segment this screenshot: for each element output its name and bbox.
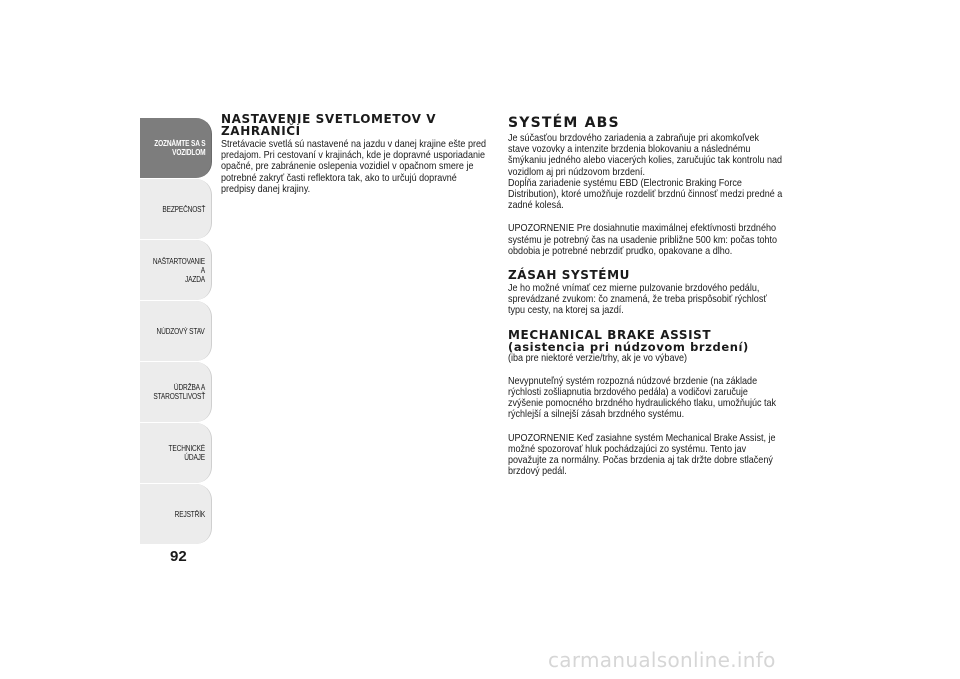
tab-bezpecnost[interactable]: BEZPEČNOSŤ — [140, 179, 212, 239]
left-column — [221, 113, 489, 195]
brake-assist-heading: MECHANICAL BRAKE ASSIST — [508, 327, 712, 342]
tab-nudzovy-stav[interactable]: NÚDZOVÝ STAV — [140, 301, 212, 361]
right-column — [508, 113, 783, 477]
tab-technicke-udaje[interactable]: TECHNICKÉ ÚDAJE — [140, 423, 212, 483]
tab-udrzba-a-starostlivost[interactable]: ÚDRŽBA A STAROSTLIVOSŤ — [140, 362, 212, 422]
headlight-adjustment-heading: NASTAVENIE SVETLOMETOV V ZAHRANIČÍ — [221, 112, 437, 138]
abs-warning: UPOZORNENIE Pre dosiahnutie maximálnej efektívnosti brzdného systému je potrebný čas na usadenie približne 500 km: počas tohto obdobia je potrebné nebrzdiť prudko, opakovane a dlho. — [508, 222, 778, 257]
abs-heading: SYSTÉM ABS — [508, 115, 620, 131]
tab-zoznamte-sa-s-vozidlom[interactable]: ZOZNÁMTE SA S VOZIDLOM — [140, 118, 212, 178]
page-number: 92 — [170, 548, 187, 565]
watermark: carmanualsonline.info — [548, 648, 776, 672]
brake-assist-warning: UPOZORNENIE Keď zasiahne systém Mechanical Brake Assist, je možné spozorovať hluk pochádzajúci zo systému. Tento jav považujte za normálny. Počas brzdenia aj tak držte dobre stlačený brzdový pedál. — [508, 431, 776, 478]
abs-paragraph-1: Je súčasťou brzdového zariadenia a zabraňuje pri akomkoľvek stave vozovky a intenzite brzdenia blokovaniu a následnému šmýkaniu jedného alebo viacerých kolies, zaručujúc tak kontrolu nad vozidlom aj pri núdzovom brzdení. — [508, 132, 783, 178]
brake-assist-availability-note: (iba pre niektoré verzie/trhy, ak je vo výbave) — [508, 351, 688, 364]
brake-assist-subheading: (asistencia pri núdzovom brzdení) — [508, 339, 749, 354]
system-intervention-text: Je ho možné vnímať cez mierne pulzovanie brzdového pedálu, sprevádzané zvukom: čo znamená, že treba prispôsobiť rýchlosť typu cesty, na ktorej sa jazdí. — [508, 282, 767, 317]
headlight-adjustment-text: Stretávacie svetlá sú nastavené na jazdu v danej krajine ešte pred predajom. Pri cestovaní v krajinách, kde je dopravné usporiadanie opačné, pre zabránenie oslepenia vozidiel v opačnom smere je potrebné zakryť časti reflektora tak, ako to určujú dopravné predpisy danej krajiny. — [221, 138, 487, 195]
system-intervention-heading: ZÁSAH SYSTÉMU — [508, 268, 630, 283]
tab-nastartovanie-a-jazda[interactable]: NAŠTARTOVANIE A JAZDA — [140, 240, 212, 300]
brake-assist-paragraph: Nevypnuteľný systém rozpozná núdzové brzdenie (na základe rýchlosti zošliapnutia brzdového pedála) a vodičovi zaručuje zvýšenie pomocného brzdného hydraulického tlaku, umožňujúc tak rýchlejší a silnejší zásah brzdného systému. — [508, 374, 777, 421]
abs-paragraph-2: Dopĺňa zariadenie systému EBD (Electronic Braking Force Distribution), ktoré umožňuje rozdeliť brzdnú činnosť medzi predné a zadné kolesá. — [508, 176, 783, 212]
tab-rejstrik[interactable]: REJSTŘÍK — [140, 484, 212, 544]
